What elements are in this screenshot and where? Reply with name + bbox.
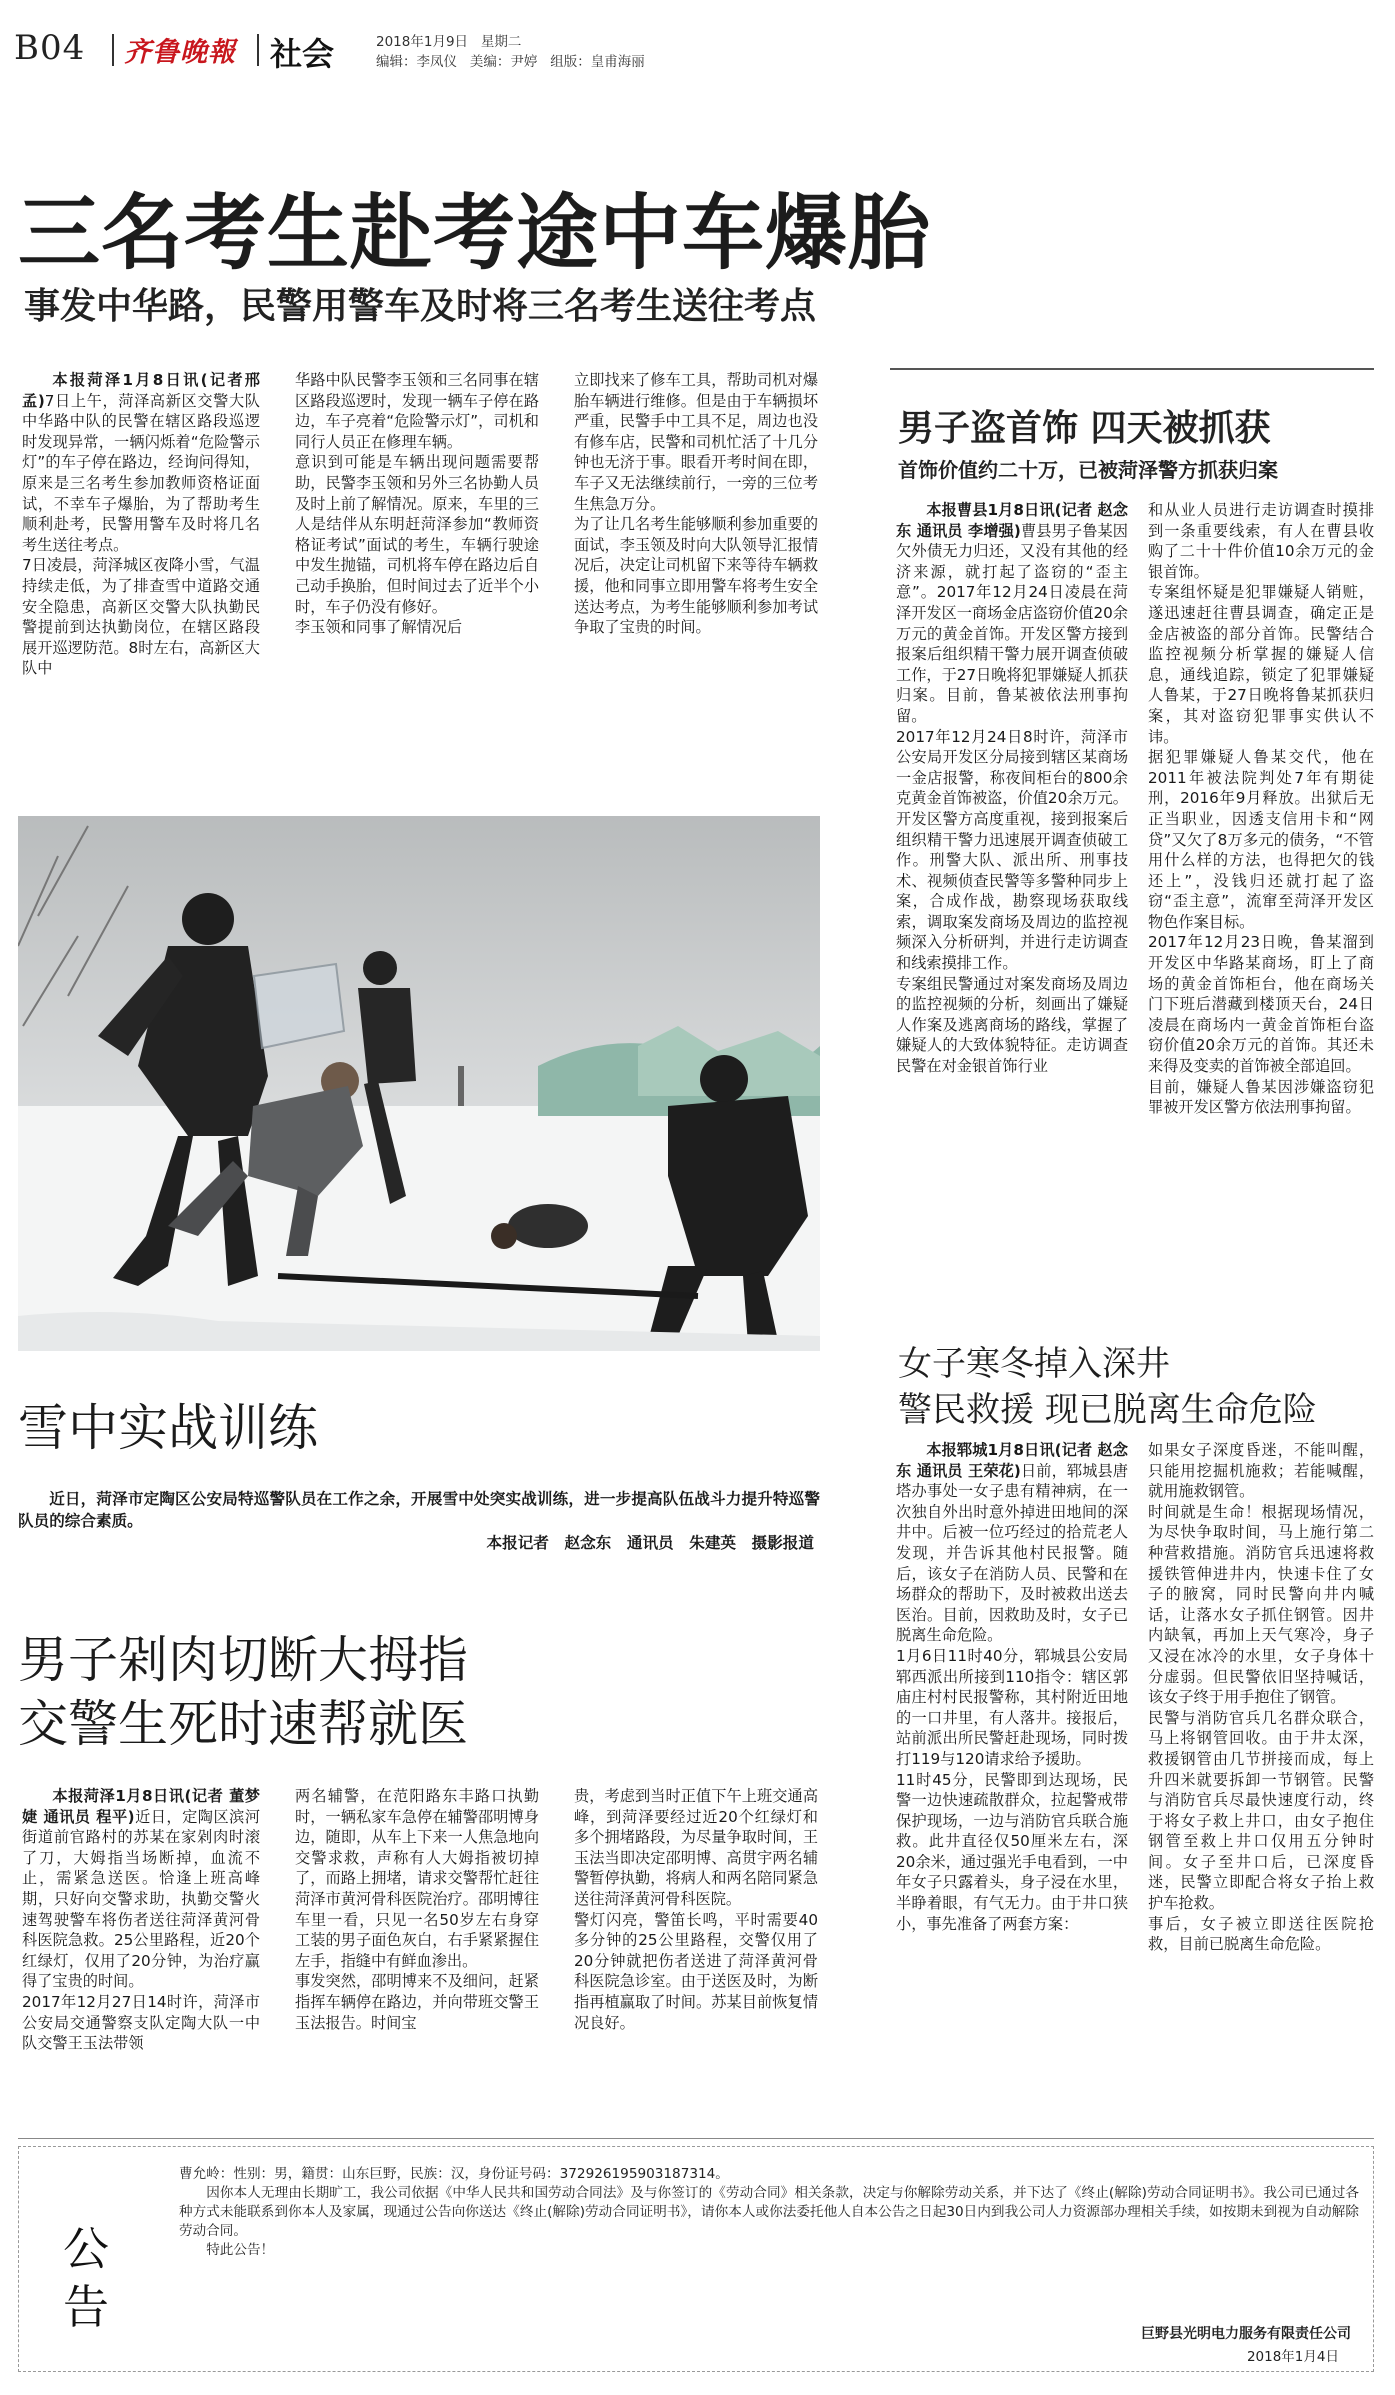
artist: 美编：尹婷 [469,54,538,70]
issue-date: 2018年1月9日 [376,34,469,50]
section-name: 社会 [270,35,335,73]
main-story-col2 [295,370,539,770]
layout-editor: 组版：皇甫海丽 [550,54,645,70]
thumb-text-2: 两名辅警，在范阳路东丰路口执勤时，一辆私家车急停在辅警邵明博身边，随即，从车上下来一人焦急地向交警求救，声称有人大姆指被切掉了，而路上拥堵，请求交警帮忙赶往菏泽市黄河骨科医院治疗。邵明博往车里一看，只见一名50岁左右身穿工装的男子面色灰白，右手紧紧握住左手，指缝中有鲜血渗出。 事发突然，邵明博来不及细问，赶紧指挥车辆停在路边，并向带班交警王玉法报告。时间宝 [295,1787,539,2032]
page-number: B04 [14,28,86,68]
weekday: 星期二 [480,34,522,50]
main-dateline: 本报菏泽1月8日讯(记者邢孟) [22,371,260,410]
notice-line-2: 因你本人无理由长期旷工，我公司依据《中华人民共和国劳动合同法》及与你签订的《劳动合同》相关条款，决定与你解除劳动关系，并下达了《终止(解除)劳动合同证明书》。我公司已通过各种方式未能联系到你本人及家属，现通过公告向你送达《终止(解除)劳动合同证明书》，请你本人或你法委托他人自本公告之日起30日内到我公司人力资源部办理相关手续，如按期未到视为自动解除劳动合同。 [179,2185,1359,2239]
snow-training-image [18,816,820,1351]
notice-date: 2018年1月4日 [1246,2349,1339,2365]
jewelry-headline: 男子盗首饰 四天被抓获 [898,408,1271,449]
training-photo [18,816,820,1351]
main-story-col1 [22,370,260,770]
thumb-headline-2: 交警生死时速帮就医 [18,1695,468,1753]
jewelry-subhead: 首饰价值约二十万，已被菏泽警方抓获归案 [898,458,1278,482]
thumb-headline-1: 男子剁肉切断大拇指 [18,1631,468,1689]
well-col2 [1148,1440,1374,2110]
right-column-rule [890,368,1374,370]
well-headline-2: 警民救援 现已脱离生命危险 [898,1390,1317,1430]
notice-label-top: 公 [63,2222,109,2276]
thumb-col2 [295,1786,539,2104]
date-line [376,30,521,50]
well-text-1: 本报郓城1月8日讯(记者 赵念东 通讯员 王荣花)日前，郓城县唐塔办事处一女子患有精神病，在一次独自外出时意外掉进田地间的深井中。后被一位巧经过的拾荒老人发现，并告诉其他村民报警。随后，该女子在消防人员、民警和在场群众的帮助下，及时被救出送去医治。目前，因救助及时，女子已脱离生命危险。 1月6日11时40分，郓城县公安局郓西派出所接到110指令：辖区郭庙庄村村民报警称，其村附近田地的一口井里，有人落井。接报后，站前派出所民警赶赴现场，同时拨打119与120请求给予援助。 11时45分，民警即到达现场，民警一边快速疏散群众，拉起警戒带保护现场，一边与消防官兵联合施救。此井直径仅50厘米左右，深20余米，通过强光手电看到，一中年女子只露着头，身子浸在水里，半睁着眼，有气无力。由于井口狭小，事先准备了两套方案： [896,1441,1128,1933]
notice-body [179,2165,1359,2260]
jewelry-dateline: 本报曹县1月8日讯(记者 赵念东 通讯员 李增强) [896,501,1128,540]
photo-credit: 本报记者 赵念东 通讯员 朱建英 摄影报道 [486,1534,814,1552]
well-dateline: 本报郓城1月8日讯(记者 赵念东 通讯员 王荣花) [896,1441,1128,1480]
well-col1 [896,1440,1128,2110]
photo-caption: 近日，菏泽市定陶区公安局特巡警队员在工作之余，开展雪中处突实战训练，进一步提高队伍战斗力提升特巡警队员的综合素质。 [18,1490,820,1530]
notice-line-1: 曹允岭：性别：男，籍贯：山东巨野，民族：汉，身份证号码：372926195903187314。 [179,2166,729,2182]
notice-company: 巨野县光明电力服务有限责任公司 [1141,2326,1351,2342]
jewelry-col2 [1148,500,1374,1320]
thumb-col1 [22,1786,260,2104]
masthead-divider [112,34,114,66]
notice-box [18,2146,1374,2372]
main-headline: 三名考生赴考途中车爆胎 [18,186,932,281]
staff-line [376,50,645,70]
notice-top-rule [18,2138,1374,2139]
main-story-text-1: 本报菏泽1月8日讯(记者邢孟)7日上午，菏泽高新区交警大队中华路中队的民警在辖区路段巡逻时发现异常，一辆闪烁着“危险警示灯”的车子停在路边，经询问得知，原来是三名考生参加教师资格证面试，不幸车子爆胎，为了帮助考生顺利赴考，民警用警车及时将几名考生送往考点。 7日凌晨，菏泽城区夜降小雪，气温持续走低，为了排查雪中道路交通安全隐患，高新区交警大队执勤民警提前到达执勤岗位，在辖区路段展开巡逻防范。8时左右，高新区大队中 [22,371,260,678]
masthead-divider-2 [257,34,259,66]
notice-line-3: 特此公告！ [206,2242,275,2258]
photo-title: 雪中实战训练 [18,1399,318,1457]
jewelry-text-1: 本报曹县1月8日讯(记者 赵念东 通讯员 李增强)曹县男子鲁某因欠外债无力归还，又没有其他的经济来源，就打起了盗窃的“歪主意”。2017年12月24日凌晨在菏泽开发区一商场金店盗窃价值20余万元的黄金首饰。开发区警方接到报案后组织精干警力展开调查侦破工作，于27日晚将犯罪嫌疑人抓获归案。目前，鲁某被依法刑事拘留。 2017年12月24日8时许，菏泽市公安局开发区分局接到辖区某商场一金店报警，称夜间柜台的800余克黄金首饰被盗，价值20余万元。开发区警方高度重视，接到报案后组织精干警力迅速展开调查侦破工作。刑警大队、派出所、刑事技术、视频侦查民警等多警种同步上案，合成作战，勘察现场获取线索，调取案发商场及周边的监控视频深入分析研判，并进行走访调查和线索摸排工作。 专案组民警通过对案发商场及周边的监控视频的分析，刻画出了嫌疑人作案及逃离商场的路线，掌握了嫌疑人的大致体貌特征。走访调查民警在对金银首饰行业 [896,501,1128,1076]
notice-label-bottom: 告 [63,2280,109,2334]
well-headline-1: 女子寒冬掉入深井 [898,1344,1170,1384]
main-story-text-3: 立即找来了修车工具，帮助司机对爆胎车辆进行维修。但是由于车辆损坏严重，民警手中工具不足，周边也没有修车店，民警和司机忙活了十几分钟也无济于事。眼看开考时间在即，车子又无法继续前行，一旁的三位考生焦急万分。 为了让几名考生能够顺利参加重要的面试，李玉领及时向大队领导汇报情况后，决定让司机留下来等待车辆救援，他和同事立即用警车将考生安全送达考点，为考生能够顺利参加考试争取了宝贵的时间。 [574,371,818,637]
main-story-text-2: 华路中队民警李玉领和三名同事在辖区路段巡逻时，发现一辆车子停在路边，车子亮着“危险警示灯”，司机和同行人员正在修理车辆。 意识到可能是车辆出现问题需要帮助，民警李玉领和另外三名协勤人员及时上前了解情况。原来，车里的三人是结伴从东明赶菏泽参加“教师资格证考试”面试的考生，车辆行驶途中发生抛锚，司机将车停在路边后自己动手换胎，但时间过去了近半个小时，车子仍没有修好。 李玉领和同事了解情况后 [295,371,539,637]
jewelry-text-2: 和从业人员进行走访调查时摸排到一条重要线索，有人在曹县收购了二十十件价值10余万元的金银首饰。 专案组怀疑是犯罪嫌疑人销赃，遂迅速赶往曹县调查，确定正是金店被盗的部分首饰。民警结合监控视频分析掌握的嫌疑人信息，通线追踪，锁定了犯罪嫌疑人鲁某，于27日晚将鲁某抓获归案，其对盗窃犯罪事实供认不讳。 据犯罪嫌疑人鲁某交代，他在2011年被法院判处7年有期徒刑，2016年9月释放。出狱后无正当职业，因透支信用卡和“网贷”又欠了8万多元的债务，“不管用什么样的方法，也得把欠的钱还上”，没钱归还就打起了盗窃“歪主意”，流窜至菏泽开发区物色作案目标。 2017年12月23日晚，鲁某溜到开发区中华路某商场，盯上了商场的黄金首饰柜台，他在商场关门下班后潜藏到楼顶天台，24日凌晨在商场内一黄金首饰柜台盗窃价值20余万元的首饰。其还未来得及变卖的首饰被全部追回。 目前，嫌疑人鲁某因涉嫌盗窃犯罪被开发区警方依法刑事拘留。 [1148,501,1374,1117]
photo-caption-block [18,1488,820,1554]
jewelry-col1 [896,500,1128,1320]
thumb-text-3: 贵，考虑到当时正值下午上班交通高峰，到菏泽要经过近20个红绿灯和多个拥堵路段，为尽量争取时间，王玉法当即决定邵明博、高贯宇两名辅警暂停执勤，将病人和两名陪同紧急送往菏泽黄河骨科医院。 警灯闪亮，警笛长鸣，平时需要40多分钟的25公里路程，交警仅用了20分钟就把伤者送进了菏泽黄河骨科医院急诊室。由于送医及时，为断指再植赢取了时间。苏某目前恢复情况良好。 [574,1787,818,2032]
thumb-text-1: 本报菏泽1月8日讯(记者 董梦婕 通讯员 程平)近日，定陶区滨河街道前官路村的苏某在家剁肉时滚了刀，大姆指当场断掉，血流不止，需紧急送医。恰逢上班高峰期，只好向交警求助，执勤交警火速驾驶警车将伤者送往菏泽黄河骨科医院急救。25公里路程，近20个红绿灯，仅用了20分钟，为治疗赢得了宝贵的时间。 2017年12月27日14时许，菏泽市公安局交通警察支队定陶大队一中队交警王玉法带领 [22,1787,260,2053]
thumb-col3 [574,1786,818,2104]
paper-logo: 齐鲁晚報 [124,37,236,68]
main-subhead: 事发中华路，民警用警车及时将三名考生送往考点 [24,286,817,327]
editor: 编辑：李凤仪 [376,54,457,70]
thumb-dateline: 本报菏泽1月8日讯(记者 董梦婕 通讯员 程平) [22,1787,260,1826]
well-text-2: 如果女子深度昏迷，不能叫醒，只能用挖掘机施救；若能喊醒，就用施救钢管。 时间就是生命！根据现场情况，为尽快争取时间，马上施行第二种营救措施。消防官兵迅速将救援铁管伸进井内，快速卡住了女子的腋窝，同时民警向井内喊话，让落水女子抓住钢管。因井内缺氧，再加上天气寒冷，身子又浸在冰冷的水里，女子身体十分虚弱。但民警依旧坚持喊话，该女子终于用手抱住了钢管。 民警与消防官兵几名群众联合，马上将钢管回收。由于井太深，救援钢管由几节拼接而成，每上升四米就要拆卸一节钢管。民警与消防官兵尽最快速度行动，终于将女子救上井口，由女子抱住钢管至救上井口仅用五分钟时间。女子至井口后，已深度昏迷，民警立即配合将女子抬上救护车抢救。 事后，女子被立即送往医院抢救，目前已脱离生命危险。 [1148,1441,1374,1954]
main-story-col3 [574,370,818,770]
masthead [0,0,1395,80]
